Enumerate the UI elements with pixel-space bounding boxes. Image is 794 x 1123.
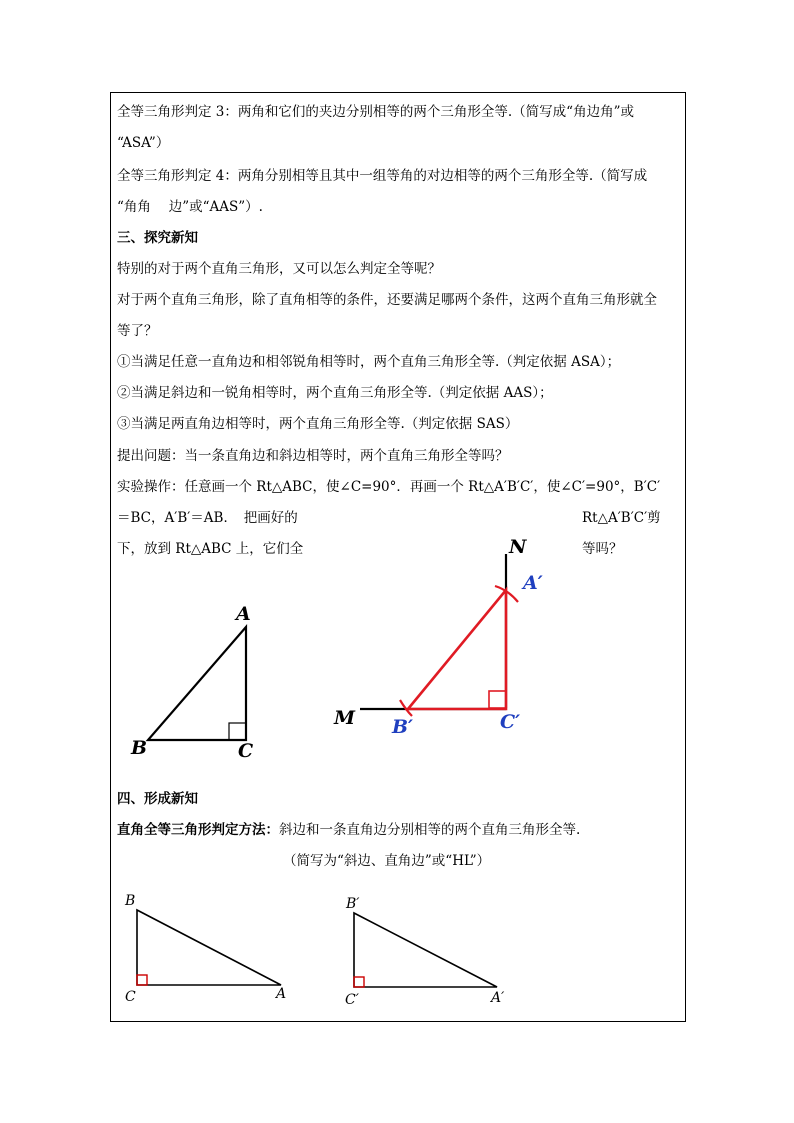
label-b: B <box>131 737 148 759</box>
experiment-line-3-right: 等吗？ <box>582 541 623 557</box>
criterion-3-line-1: 全等三角形判定 3：两角和它们的夹边分别相等的两个三角形全等.（简写成“角边角”或 <box>117 104 634 120</box>
experiment-line-3-left: 下，放到 Rt△ABC 上，它们全 <box>117 541 304 557</box>
question-2-line-1: 对于两个直角三角形，除了直角相等的条件，还要满足哪两个条件，这两个直角三角形就全 <box>117 292 657 308</box>
question-1: 特别的对于两个直角三角形，又可以怎么判定全等呢？ <box>117 261 441 277</box>
label-a: A <box>236 603 251 625</box>
label-b-4: B′ <box>346 896 360 912</box>
right-angle-mark-c-4 <box>354 977 364 987</box>
case-3: ③当满足两直角边相等时，两个直角三角形全等.（判定依据 SAS） <box>117 416 519 432</box>
label-c: C <box>238 740 254 762</box>
hl-rule-text: 斜边和一条直角边分别相等的两个直角三角形全等. <box>279 822 581 838</box>
criterion-4-line-2: “角角 边”或“AAS”）. <box>117 199 263 215</box>
hl-rule-title: 直角全等三角形判定方法： <box>117 822 279 838</box>
experiment-line-1: 实验操作：任意画一个 Rt△ABC，使∠C=90°．再画一个 Rt△A′B′C′，使∠C′=90°，B′C′ <box>117 479 661 495</box>
experiment-line-2-right: Rt△A′B′C′剪 <box>582 510 661 526</box>
figure-2-construction <box>333 536 543 738</box>
criterion-3-line-2: “ASA”） <box>117 135 170 151</box>
right-angle-mark-c <box>229 723 246 740</box>
section-4-heading: 四、形成新知 <box>117 791 198 807</box>
label-b-3: B <box>125 893 136 909</box>
label-c-3: C <box>125 989 136 1005</box>
label-c-4: C′ <box>345 992 359 1008</box>
case-1: ①当满足任意一直角边和相邻锐角相等时，两个直角三角形全等.（判定依据 ASA）； <box>117 354 621 370</box>
question-2-line-2: 等了？ <box>117 323 158 339</box>
hl-abbreviation: （简写为“斜边、直角边”或“HL”） <box>283 853 491 869</box>
right-angle-mark-c-3 <box>137 975 147 985</box>
label-a-prime: A′ <box>523 572 543 594</box>
triangle-bca <box>137 910 281 985</box>
triangle-bca-prime <box>354 913 497 987</box>
section-3-heading: 三、探究新知 <box>117 230 198 246</box>
case-2: ②当满足斜边和一锐角相等时，两个直角三角形全等.（判定依据 AAS）； <box>117 385 553 401</box>
problem-statement: 提出问题：当一条直角边和斜边相等时，两个直角三角形全等吗？ <box>117 448 509 464</box>
criterion-4-line-1: 全等三角形判定 4：两角分别相等且其中一组等角的对边相等的两个三角形全等.（简写成 <box>117 168 648 184</box>
label-n: N <box>509 536 527 558</box>
figure-3-triangle <box>124 893 286 1005</box>
figure-4-triangle <box>345 896 505 1008</box>
experiment-line-2-left: ＝BC，A′B′＝AB． 把画好的 <box>117 510 298 526</box>
hl-rule <box>117 821 580 839</box>
label-b-prime: B′ <box>392 716 414 738</box>
label-a-4: A′ <box>491 990 505 1006</box>
label-c-prime: C′ <box>500 711 521 733</box>
label-a-3: A <box>276 986 287 1002</box>
figure-1-triangle-abc <box>130 603 253 762</box>
right-angle-mark-c-prime <box>489 691 506 708</box>
label-m: M <box>334 707 356 729</box>
